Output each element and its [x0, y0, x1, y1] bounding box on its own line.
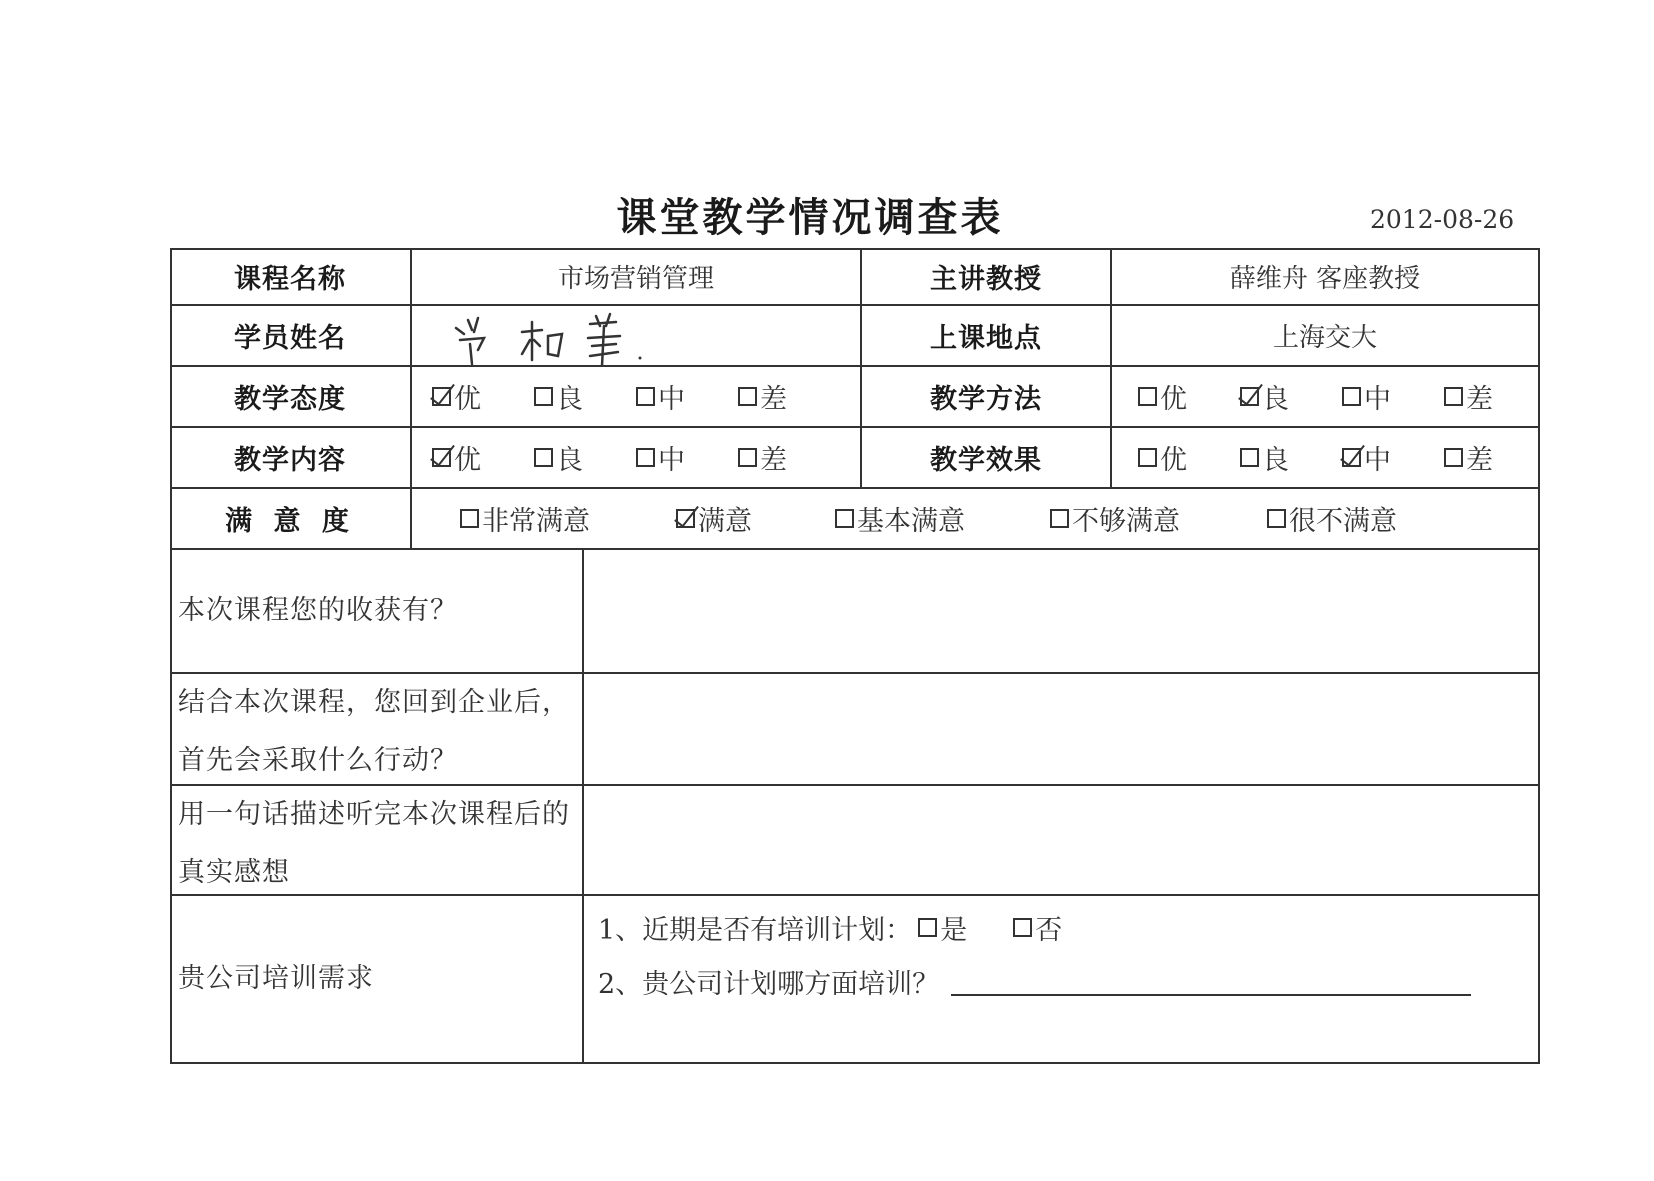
satisfaction-option-label: 满意 [698, 506, 752, 537]
satisfaction-option[interactable] [1267, 489, 1397, 548]
teaching-effect-option[interactable] [1240, 428, 1289, 487]
teaching-method-option-label: 中 [1364, 384, 1391, 415]
training-plan-no-checkbox[interactable] [1013, 918, 1032, 937]
teaching-effect-checkbox[interactable] [1138, 448, 1157, 467]
question-gains: 本次课程您的收获有？ [178, 595, 458, 626]
satisfaction-checkbox[interactable] [460, 509, 479, 528]
satisfaction-checkbox[interactable] [1050, 509, 1069, 528]
teaching-effect-checkbox[interactable] [1444, 448, 1463, 467]
training-area-input-line[interactable] [951, 966, 1471, 996]
answer-actions[interactable] [584, 674, 1538, 784]
teaching-attitude-options [432, 367, 852, 426]
teaching-method-option-label: 良 [1262, 384, 1289, 415]
teaching-attitude-option[interactable] [636, 367, 685, 426]
satisfaction-checkbox[interactable] [1267, 509, 1286, 528]
teaching-attitude-option[interactable] [534, 367, 583, 426]
form-date: 2012-08-26 [1370, 205, 1515, 234]
location-label: 上课地点 [930, 323, 1042, 354]
location-value: 上海交大 [1272, 323, 1377, 353]
teaching-method-checkbox[interactable] [1444, 387, 1463, 406]
teaching-attitude-checkbox[interactable] [636, 387, 655, 406]
teaching-method-option[interactable] [1342, 367, 1391, 426]
training-area-row [598, 958, 1471, 1004]
teaching-attitude-label: 教学态度 [234, 384, 346, 415]
teaching-content-label: 教学内容 [234, 445, 346, 476]
survey-table [170, 248, 1540, 1064]
teaching-attitude-checkbox[interactable] [432, 387, 451, 406]
teaching-method-options [1138, 367, 1538, 426]
teaching-content-option[interactable] [636, 428, 685, 487]
satisfaction-option[interactable] [1050, 489, 1180, 548]
answer-feeling[interactable] [584, 786, 1538, 894]
satisfaction-checkbox[interactable] [835, 509, 854, 528]
teaching-method-option[interactable] [1444, 367, 1493, 426]
teaching-method-checkbox[interactable] [1342, 387, 1361, 406]
satisfaction-option-label: 不够满意 [1072, 506, 1180, 537]
teaching-content-option-label: 中 [658, 445, 685, 476]
teaching-attitude-option[interactable] [432, 367, 481, 426]
lecturer-label: 主讲教授 [930, 263, 1042, 295]
teaching-attitude-checkbox[interactable] [534, 387, 553, 406]
teaching-effect-option-label: 优 [1160, 445, 1187, 476]
training-plan-row [598, 904, 1062, 950]
teaching-content-option-label: 优 [454, 445, 481, 476]
satisfaction-label: 满 意 度 [225, 506, 355, 537]
teaching-content-checkbox[interactable] [738, 448, 757, 467]
teaching-effect-option-label: 良 [1262, 445, 1289, 476]
teaching-effect-checkbox[interactable] [1240, 448, 1259, 467]
teaching-content-option[interactable] [432, 428, 481, 487]
satisfaction-option[interactable] [460, 489, 590, 548]
teaching-effect-option[interactable] [1444, 428, 1493, 487]
teaching-method-option-label: 差 [1466, 384, 1493, 415]
question-actions: 结合本次课程，您回到企业后，首先会采取什么行动？ [178, 687, 570, 776]
question-training-needs: 贵公司培训需求 [178, 963, 374, 994]
teaching-attitude-option[interactable] [738, 367, 787, 426]
teaching-effect-option-label: 中 [1364, 445, 1391, 476]
training-area-question: 2、贵公司计划哪方面培训？ [598, 968, 940, 1000]
teaching-content-option[interactable] [534, 428, 583, 487]
teaching-attitude-option-label: 优 [454, 384, 481, 415]
teaching-content-option[interactable] [738, 428, 787, 487]
form-title: 课堂教学情况调查表 [616, 195, 1004, 241]
teaching-method-label: 教学方法 [930, 384, 1042, 415]
teaching-content-checkbox[interactable] [432, 448, 451, 467]
answer-gains[interactable] [584, 550, 1538, 672]
teaching-effect-option[interactable] [1138, 428, 1187, 487]
teaching-content-checkbox[interactable] [636, 448, 655, 467]
teaching-method-option[interactable] [1138, 367, 1187, 426]
training-plan-yes-label: 是 [940, 914, 968, 946]
satisfaction-option-label: 非常满意 [482, 506, 590, 537]
teaching-content-option-label: 良 [556, 445, 583, 476]
teaching-effect-option-label: 差 [1466, 445, 1493, 476]
training-plan-no-label: 否 [1035, 914, 1063, 946]
course-value: 市场营销管理 [557, 263, 714, 294]
teaching-method-option[interactable] [1240, 367, 1289, 426]
teaching-attitude-checkbox[interactable] [738, 387, 757, 406]
satisfaction-options [412, 489, 1538, 548]
teaching-content-option-label: 差 [760, 445, 787, 476]
satisfaction-option[interactable] [676, 489, 752, 548]
training-plan-question: 1、近期是否有培训计划： [598, 914, 913, 946]
satisfaction-option-label: 基本满意 [857, 506, 965, 537]
lecturer-value: 薛维舟 客座教授 [1229, 263, 1421, 294]
question-feeling: 用一句话描述听完本次课程后的真实感想 [178, 799, 570, 888]
satisfaction-checkbox[interactable] [676, 509, 695, 528]
training-plan-yes-checkbox[interactable] [918, 918, 937, 937]
teaching-content-options [432, 428, 852, 487]
student-label: 学员姓名 [234, 323, 346, 354]
teaching-attitude-option-label: 中 [658, 384, 685, 415]
teaching-content-checkbox[interactable] [534, 448, 553, 467]
teaching-method-option-label: 优 [1160, 384, 1187, 415]
satisfaction-option-label: 很不满意 [1289, 506, 1397, 537]
teaching-method-checkbox[interactable] [1138, 387, 1157, 406]
teaching-attitude-option-label: 良 [556, 384, 583, 415]
course-label: 课程名称 [234, 263, 346, 295]
teaching-effect-options [1138, 428, 1538, 487]
teaching-effect-option[interactable] [1342, 428, 1391, 487]
satisfaction-option[interactable] [835, 489, 965, 548]
teaching-method-checkbox[interactable] [1240, 387, 1259, 406]
teaching-effect-label: 教学效果 [930, 445, 1042, 476]
teaching-attitude-option-label: 差 [760, 384, 787, 415]
student-signature [450, 310, 660, 370]
teaching-effect-checkbox[interactable] [1342, 448, 1361, 467]
